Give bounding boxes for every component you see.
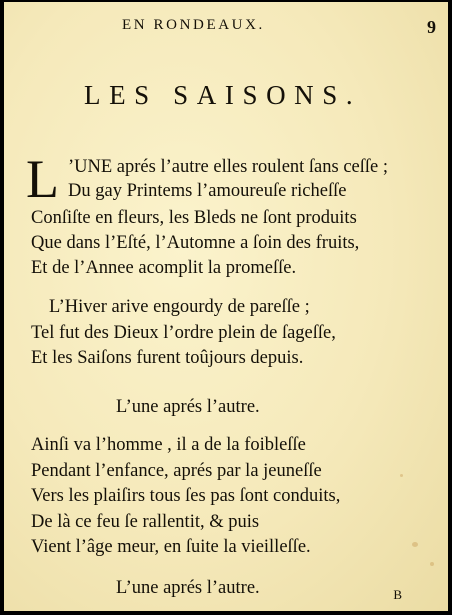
verse-line: Et les Saiſons furent toûjours depuis. (31, 348, 304, 368)
verse-line: Vient l’âge meur, en ſuite la vieilleſſe. (31, 537, 311, 557)
foxing-spot (412, 542, 418, 547)
drop-cap: L (26, 149, 59, 209)
book-page (4, 2, 448, 611)
running-head: EN RONDEAUX. (122, 17, 265, 33)
foxing-spot (400, 474, 403, 477)
refrain: L’une aprés l’autre. (116, 578, 260, 598)
foxing-spot (430, 562, 434, 566)
poem-title: LES SAISONS. (84, 80, 362, 110)
verse-line: Ainſi va l’homme , il a de la foibleſſe (31, 435, 306, 455)
verse-line: Tel fut des Dieux l’ordre plein de ſageſſe, (31, 323, 336, 343)
verse-line: Vers les plaiſirs tous ſes pas ſont conduits, (31, 486, 341, 506)
verse-line: Et de l’Annee acomplit la promeſſe. (31, 258, 297, 278)
verse-line: Pendant l’enfance, aprés par la jeuneſſe (31, 461, 322, 481)
verse-line: Du gay Printems l’amoureuſe richeſſe (68, 181, 347, 201)
verse-line: Conſiſte en fleurs, les Bleds ne ſont produits (31, 208, 357, 228)
refrain: L’une aprés l’autre. (116, 397, 260, 417)
verse-line: De là ce feu ſe rallentit, & puis (31, 512, 260, 532)
verse-line: ’UNE aprés l’autre elles roulent ſans ceſſe ; (68, 157, 389, 177)
signature-mark: B (393, 587, 402, 602)
verse-line: L’Hiver arive engourdy de pareſſe ; (49, 297, 310, 317)
verse-line: Que dans l’Eſté, l’Automne a ſoin des fruits, (31, 233, 360, 253)
page-number: 9 (427, 17, 436, 37)
page-header (4, 17, 448, 37)
